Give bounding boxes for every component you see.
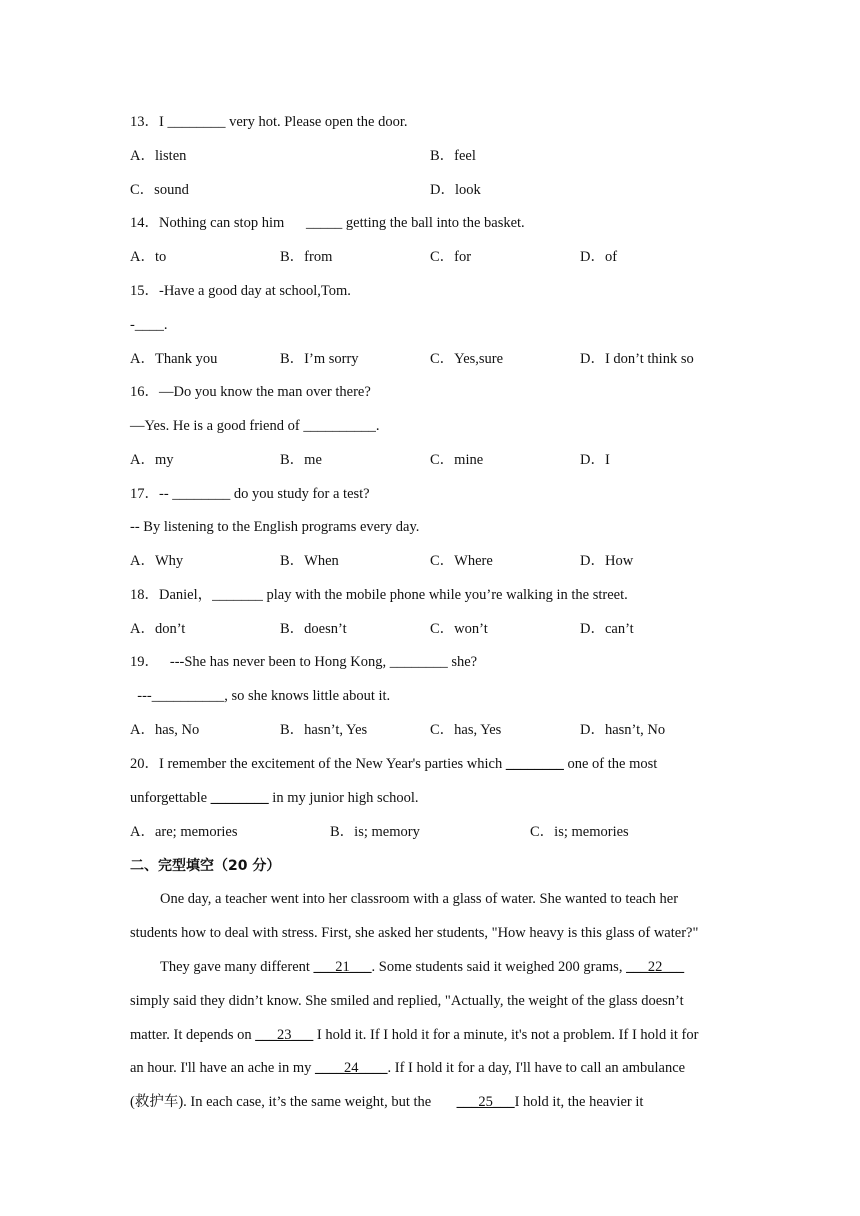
question-18-option-c: C．won’t [430, 621, 488, 637]
question-17-stem: 17．-- ________ do you study for a test? [130, 486, 370, 502]
question-20-blank-1: ________ [505, 756, 564, 772]
question-16-option-b: B．me [280, 452, 322, 468]
question-16-reply: —Yes. He is a good friend of __________. [130, 418, 380, 434]
blank-25: ___25___ [456, 1094, 515, 1110]
passage-line: One day, a teacher went into her classroom with a glass of water. She wanted to teach her [160, 891, 679, 907]
question-20-option-a: A．are; memories [130, 824, 238, 840]
question-18-option-b: B．doesn’t [280, 621, 347, 637]
blank-24: ____24____ [315, 1060, 388, 1076]
question-16-option-a: A．my [130, 452, 174, 468]
question-14-option-c: C．for [430, 249, 472, 265]
passage-text: matter. It depends on [130, 1027, 256, 1043]
question-16-stem: 16．—Do you know the man over there? [130, 384, 371, 400]
passage-text: an hour. I'll have an ache in my [130, 1060, 316, 1076]
question-18-option-a: A．don’t [130, 621, 186, 637]
passage-line [130, 1025, 698, 1045]
question-19-stem: 19． ---She has never been to Hong Kong, ________ she? [130, 654, 478, 670]
question-15-option-d: D．I don’t think so [580, 351, 694, 367]
passage-line [130, 1092, 643, 1112]
question-20-stem-line2 [130, 788, 419, 808]
question-13-stem: 13．I ________ very hot. Please open the door. [130, 114, 408, 130]
question-15-reply: -____. [130, 317, 168, 333]
question-20-option-b: B．is; memory [330, 824, 420, 840]
question-19-reply: ---__________, so she knows little about it. [130, 688, 391, 704]
question-13-option-c: C．sound [130, 182, 189, 198]
question-19-option-a: A．has, No [130, 722, 200, 738]
blank-21: ___21___ [313, 959, 372, 975]
passage-line [160, 957, 684, 977]
passage-line: simply said they didn’t know. She smiled and replied, "Actually, the weight of the glass doesn’t [130, 993, 684, 1009]
question-16-option-d: D．I [580, 452, 610, 468]
question-14-option-b: B．from [280, 249, 333, 265]
question-20-blank-2: ________ [210, 790, 269, 806]
question-17-option-c: C．Where [430, 553, 493, 569]
question-19-option-c: C．has, Yes [430, 722, 502, 738]
question-20-stem-part: in my junior high school. [268, 790, 419, 806]
blank-23: ___23___ [255, 1027, 314, 1043]
question-17-option-b: B．When [280, 553, 339, 569]
question-13-option-d: D．look [430, 182, 481, 198]
question-18-option-d: D．can’t [580, 621, 634, 637]
question-19-option-d: D．hasn’t, No [580, 722, 666, 738]
question-13-option-b: B．feel [430, 148, 476, 164]
question-20-stem-part: 20．I remember the excitement of the New Year's parties which [130, 756, 506, 772]
question-17-reply: -- By listening to the English programs every day. [130, 519, 420, 535]
question-15-option-c: C．Yes,sure [430, 351, 504, 367]
passage-line: students how to deal with stress. First, she asked her students, "How heavy is this glass of water?" [130, 925, 699, 941]
passage-text: They gave many different [160, 959, 314, 975]
blank-22: ___22___ [626, 959, 685, 975]
question-20-stem-part: unforgettable [130, 790, 211, 806]
question-17-option-d: D．How [580, 553, 634, 569]
passage-text: I hold it. If I hold it for a minute, it's not a problem. If I hold it for [313, 1027, 699, 1043]
passage-text: . If I hold it for a day, I'll have to call an ambulance [387, 1060, 686, 1076]
passage-text: (救护车). In each case, it’s the same weight, but the [130, 1094, 457, 1110]
passage-text: I hold it, the heavier it [514, 1094, 644, 1110]
question-14-option-d: D．of [580, 249, 618, 265]
section-title: 二、完型填空（20 分） [130, 858, 281, 874]
passage-text: . Some students said it weighed 200 grams, [371, 959, 627, 975]
question-17-option-a: A．Why [130, 553, 184, 569]
question-15-option-a: A．Thank you [130, 351, 218, 367]
question-18-stem: 18．Daniel，_______ play with the mobile phone while you’re walking in the street. [130, 587, 628, 603]
passage-line [130, 1058, 685, 1078]
question-19-option-b: B．hasn’t, Yes [280, 722, 368, 738]
question-15-stem: 15．-Have a good day at school,Tom. [130, 283, 351, 299]
question-14-option-a: A．to [130, 249, 167, 265]
question-15-option-b: B．I’m sorry [280, 351, 359, 367]
question-20-stem [130, 754, 657, 774]
question-14-stem: 14．Nothing can stop him _____ getting the ball into the basket. [130, 215, 525, 231]
question-16-option-c: C．mine [430, 452, 484, 468]
question-20-stem-part: one of the most [563, 756, 658, 772]
question-20-option-c: C．is; memories [530, 824, 629, 840]
question-13-option-a: A．listen [130, 148, 187, 164]
